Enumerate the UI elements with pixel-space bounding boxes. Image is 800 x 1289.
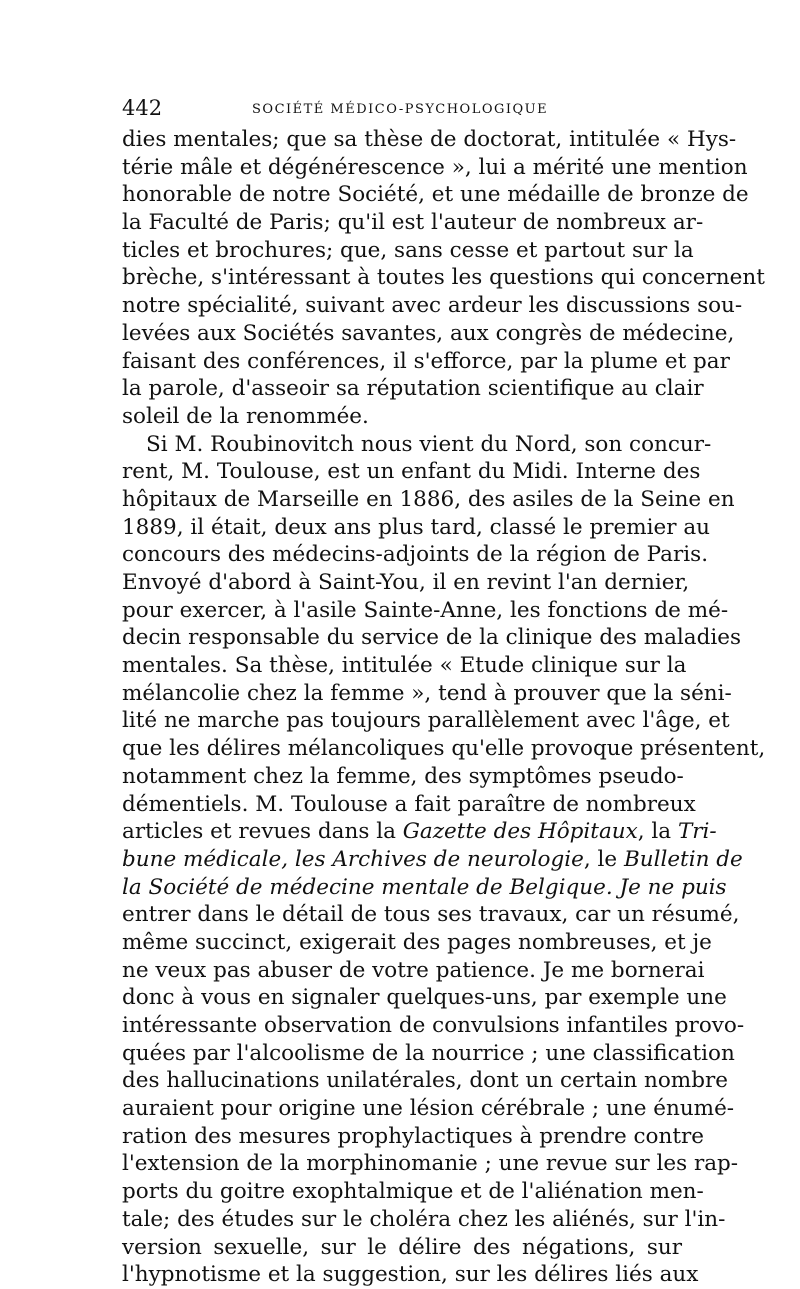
italic-title: Gazette des Hôpitaux [402,819,638,845]
text-line: tale; des études sur le choléra chez les aliénés, sur l'in- [122,1206,726,1232]
text-line: des hallucinations unilatérales, dont un certain nombre [122,1068,728,1094]
text-line: hôpitaux de Marseille en 1886, des asiles de la Seine en [122,486,735,512]
text-line-mixed [122,874,727,902]
text-line: notamment chez la femme, des symptômes pseudo- [122,763,684,789]
text-line: dies mentales; que sa thèse de doctorat, intitulée « Hys- [122,127,737,152]
text-line: decin responsable du service de la clinique des maladies [122,625,742,651]
text-line: ports du goitre exophtalmique et de l'aliénation men- [122,1179,704,1205]
body-text [122,126,766,1289]
text-line: version sexuelle, sur le délire des négations, sur [122,1234,682,1260]
text-line: quées par l'alcoolisme de la nourrice ; une classification [122,1040,735,1066]
text-line: 1889, il était, deux ans plus tard, classé le premier au [122,514,711,540]
text-line: mentales. Sa thèse, intitulée « Etude clinique sur la [122,653,687,679]
italic-title: Tri- [677,819,717,845]
text-line: notre spécialité, suivant avec ardeur les discussions sou- [122,293,743,319]
text-line: la parole, d'asseoir sa réputation scientifique au clair [122,376,704,402]
text-line: que les délires mélancoliques qu'elle provoque présentent, [122,736,766,762]
text-line-mixed [122,818,717,846]
text-line: l'extension de la morphinomanie ; une revue sur les rap- [122,1151,739,1177]
text-line: Envoyé d'abord à Saint-You, il en revint l'an dernier, [122,570,690,595]
text-line: l'hypnotisme et la suggestion, sur les délires liés aux [122,1262,699,1288]
text-line: démentiels. M. Toulouse a fait paraître de nombreux [122,791,696,817]
text-line-mixed [122,846,743,874]
italic-title: Archives de neurologie [332,846,584,872]
italic-title: la Société de médecine mentale de Belgique. Je ne puis [122,874,727,900]
text-line: faisant des conférences, il s'efforce, par la plume et par [122,348,730,374]
text-line: mélancolie chez la femme », tend à prouver que la séni- [122,680,732,706]
text-line: même succinct, exigerait des pages nombreuses, et je [122,929,712,955]
text-line: entrer dans le détail de tous ses travaux, car un résumé, [122,902,740,928]
page-header [122,96,678,122]
text-line: térie mâle et dégénérescence », lui a mérité une mention [122,154,748,180]
text-line: la Faculté de Paris; qu'il est l'auteur de nombreux ar- [122,210,704,236]
text-line: intéressante observation de convulsions infantiles provo- [122,1013,745,1038]
text-line: ration des mesures prophylactiques à prendre contre [122,1123,704,1149]
text-line: pour exercer, à l'asile Sainte-Anne, les fonctions de mé- [122,597,729,623]
text-line: donc à vous en signaler quelques-uns, par exemple une [122,985,727,1011]
text-segment: , le [583,846,624,872]
text-segment: , la [637,819,678,845]
running-head: SOCIÉTÉ MÉDICO-PSYCHOLOGIQUE [252,102,549,117]
text-segment: articles et revues dans la [122,819,403,845]
page-number: 442 [122,96,163,120]
text-line: concours des médecins-adjoints de la région de Paris. [122,542,709,568]
text-line: soleil de la renommée. [122,403,369,429]
text-line: levées aux Sociétés savantes, aux congrès de médecine, [122,320,735,346]
text-line: rent, M. Toulouse, est un enfant du Midi. Interne des [122,459,701,485]
text-line: ticles et brochures; que, sans cesse et partout sur la [122,237,694,263]
italic-title: Bulletin de [623,846,743,872]
text-line: brèche, s'intéressant à toutes les questions qui concernent [122,265,765,291]
text-line: auraient pour origine une lésion cérébrale ; une énumé- [122,1096,735,1122]
italic-title: bune médicale, les [122,846,333,872]
text-line: honorable de notre Société, et une médaille de bronze de [122,182,749,208]
text-line: Si M. Roubinovitch nous vient du Nord, son concur- [146,431,712,457]
text-line: lité ne marche pas toujours parallèlement avec l'âge, et [122,708,730,734]
text-line: ne veux pas abuser de votre patience. Je me bornerai [122,957,705,983]
